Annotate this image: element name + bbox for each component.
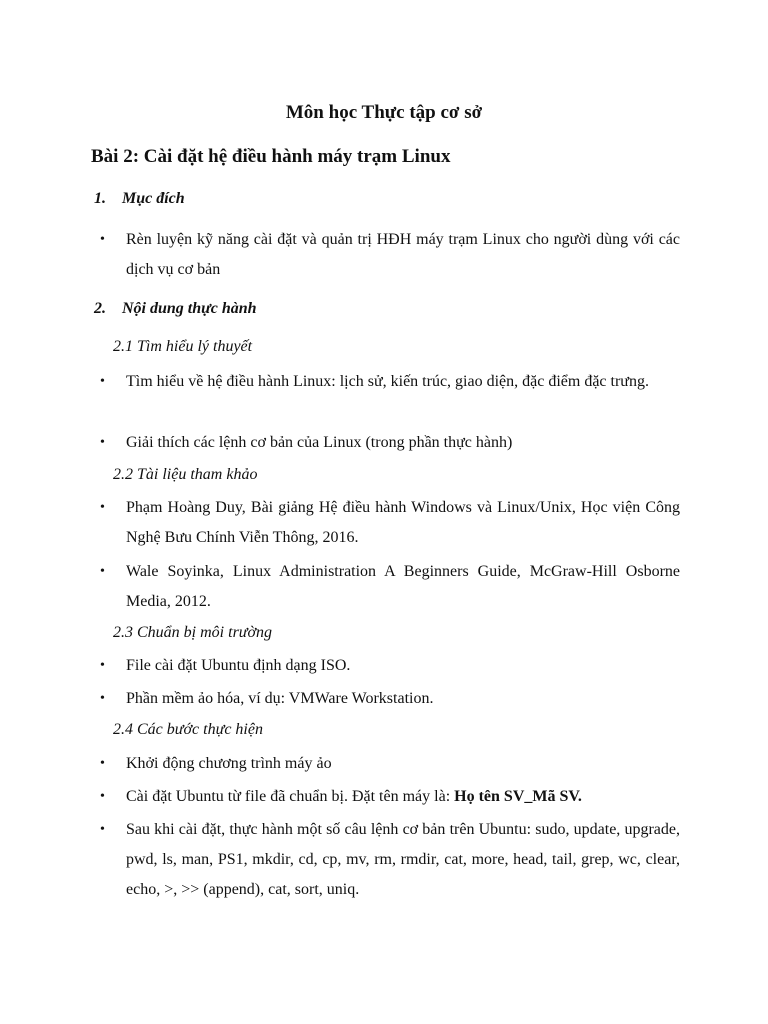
list-item [100,428,680,458]
list-item [100,782,680,812]
list-item [100,815,680,905]
bullet-icon: • [100,691,105,706]
course-title: Môn học Thực tập cơ sở [285,102,483,123]
section-heading-practice-content [94,298,257,320]
list-item-text: Giải thích các lệnh cơ bản của Linux (trong phần thực hành) [126,434,513,451]
list-item-text: Khởi động chương trình máy ảo [126,755,332,772]
bullet-icon: • [100,435,105,450]
bullet-icon: • [100,789,105,804]
bullet-icon: • [100,500,105,515]
subsection-heading-theory: 2.1 Tìm hiểu lý thuyết [113,338,253,355]
list-item-text: Phần mềm ảo hóa, ví dụ: VMWare Workstation. [126,690,434,707]
section-title: Nội dung thực hành [122,300,257,317]
list-item-text: File cài đặt Ubuntu định dạng ISO. [126,657,351,674]
list-item [100,367,680,397]
bullet-icon: • [100,564,105,579]
bullet-icon: • [100,822,105,837]
subsection-heading-environment: 2.3 Chuẩn bị môi trường [113,624,273,641]
list-item [100,557,680,617]
bullet-icon: • [100,658,105,673]
bullet-icon: • [100,756,105,771]
subsection-heading-steps: 2.4 Các bước thực hiện [113,721,263,738]
section-number: 2. [94,300,106,317]
bullet-icon: • [100,374,105,389]
bullet-icon: • [100,232,105,247]
lesson-title: Bài 2: Cài đặt hệ điều hành máy trạm Linux [91,146,451,167]
list-item-text: Sau khi cài đặt, thực hành một số câu lệnh cơ bản trên Ubuntu: sudo, update, upgrade, pwd, ls, man, PS1, mkdir, cd, cp, mv, rm, rmdir, cat, more, head, tail, grep, wc, clear, echo, >, >> (append), cat, sort, uniq. [126,821,680,898]
install-instruction-text: Cài đặt Ubuntu từ file đã chuẩn bị. Đặt tên máy là: [126,788,455,805]
list-item-text: Phạm Hoàng Duy, Bài giảng Hệ điều hành Windows và Linux/Unix, Học viện Công Nghệ Bưu Chính Viễn Thông, 2016. [126,499,680,546]
list-item-text [126,782,680,812]
section-title: Mục đích [122,190,185,207]
list-item [100,651,680,681]
machine-name-format: Họ tên SV_Mã SV. [454,788,582,805]
list-item-text: Rèn luyện kỹ năng cài đặt và quản trị HĐH máy trạm Linux cho người dùng với các dịch vụ cơ bản [126,231,680,278]
list-item-text: Wale Soyinka, Linux Administration A Beginners Guide, McGraw-Hill Osborne Media, 2012. [126,563,680,610]
section-number: 1. [94,190,106,207]
section-heading-purpose [94,188,185,210]
list-item [100,684,680,714]
list-item [100,749,680,779]
list-item [100,225,680,285]
list-item [100,493,680,553]
subsection-heading-references: 2.2 Tài liệu tham khảo [113,466,258,483]
list-item-text: Tìm hiểu về hệ điều hành Linux: lịch sử, kiến trúc, giao diện, đặc điểm đặc trưng. [126,373,649,390]
